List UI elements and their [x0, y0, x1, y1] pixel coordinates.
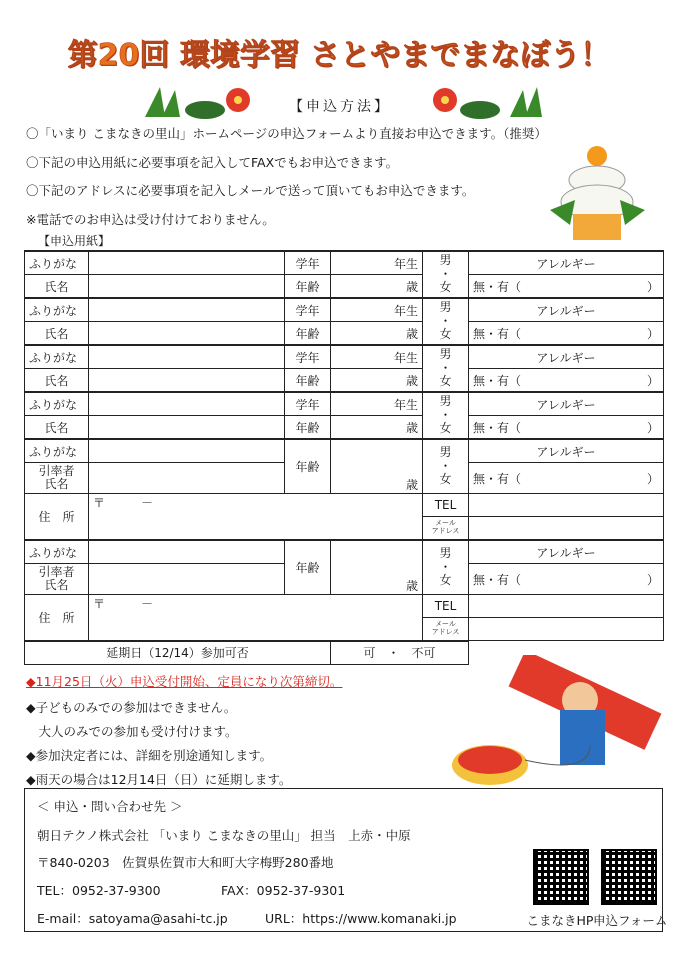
allergy-field[interactable]: 無・有（ ）: [469, 564, 664, 595]
age-field[interactable]: 歳: [331, 275, 423, 299]
page-title: 第20回 環境学習 さとやまでまなぼう！: [67, 38, 611, 73]
furigana-field[interactable]: [89, 540, 285, 564]
kagami-mochi-icon: [545, 140, 650, 245]
address-field[interactable]: 〒 －: [89, 595, 423, 641]
sex-selector[interactable]: 男 ・ 女: [423, 439, 469, 494]
furigana-label: ふりがな: [25, 345, 89, 369]
allergy-label: アレルギー: [469, 298, 664, 322]
grade-field[interactable]: 年生: [331, 345, 423, 369]
note-line: 大人のみでの参加も受け付けます。: [26, 724, 238, 739]
application-method-heading: 【申込方法】: [289, 99, 391, 115]
sex-selector[interactable]: 男 ・ 女: [423, 298, 469, 345]
email-label: メール アドレス: [423, 517, 469, 541]
deadline-note: ◆11月25日（火）申込受付開始、定員になり次第締切。: [26, 674, 343, 689]
furigana-label: ふりがな: [25, 392, 89, 416]
furigana-label: ふりがな: [25, 439, 89, 463]
postpone-choice[interactable]: 可 ・ 不可: [331, 641, 469, 665]
age-label: 年齢: [285, 540, 331, 595]
qr-caption-form: 申込フォーム: [593, 913, 668, 928]
postpone-label: 延期日（12/14）参加可否: [25, 641, 331, 665]
allergy-label: アレルギー: [469, 392, 664, 416]
email-label: メール アドレス: [423, 618, 469, 641]
method-line: 〇下記のアドレスに必要事項を記入しメールで送って頂いてもお申込できます。: [26, 183, 475, 198]
allergy-field[interactable]: 無・有（ ）: [469, 416, 664, 440]
guardian-name-field[interactable]: [89, 463, 285, 494]
allergy-field[interactable]: 無・有（ ）: [469, 275, 664, 299]
email-field[interactable]: [469, 517, 664, 541]
contact-heading: ＜ 申込・問い合わせ先 ＞: [37, 799, 183, 814]
sex-selector[interactable]: 男 ・ 女: [423, 345, 469, 392]
address-field[interactable]: 〒 －: [89, 494, 423, 541]
age-label: 年齢: [285, 369, 331, 393]
age-field[interactable]: 歳: [331, 416, 423, 440]
method-line: ※電話でのお申込は受け付けておりません。: [26, 212, 275, 227]
grade-label: 学年: [285, 392, 331, 416]
name-label: 氏名: [25, 416, 89, 440]
age-field[interactable]: 歳: [331, 540, 423, 595]
tel-label: TEL: [423, 494, 469, 517]
contact-box: [24, 788, 668, 932]
age-label: 年齢: [285, 416, 331, 440]
note-line: ◆参加決定者には、詳細を別途通知します。: [26, 748, 273, 763]
contact-url[interactable]: URL：https://www.komanaki.jp: [265, 911, 457, 926]
furigana-field[interactable]: [89, 345, 285, 369]
name-field[interactable]: [89, 416, 285, 440]
contact-fax: FAX：0952-37-9301: [221, 883, 346, 898]
grade-label: 学年: [285, 345, 331, 369]
furigana-field[interactable]: [89, 298, 285, 322]
guardian-name-field[interactable]: [89, 564, 285, 595]
furigana-label: ふりがな: [25, 298, 89, 322]
qr-code-homepage-icon[interactable]: [533, 849, 589, 905]
name-field[interactable]: [89, 369, 285, 393]
age-label: 年齢: [285, 275, 331, 299]
furigana-label: ふりがな: [25, 540, 89, 564]
contact-tel: TEL：0952-37-9300: [37, 883, 161, 898]
name-label: 氏名: [25, 275, 89, 299]
method-line: 〇下記の申込用紙に必要事項を記入してFAXでもお申込できます。: [26, 155, 399, 170]
tel-field[interactable]: [469, 595, 664, 618]
age-field[interactable]: 歳: [331, 439, 423, 494]
guardian-name-label: 引率者 氏名: [25, 564, 89, 595]
name-field[interactable]: [89, 275, 285, 299]
sex-selector[interactable]: 男 ・ 女: [423, 392, 469, 439]
guardian-name-label: 引率者 氏名: [25, 463, 89, 494]
note-line: ◆子どものみでの参加はできません。: [26, 700, 237, 715]
furigana-field[interactable]: [89, 392, 285, 416]
sex-selector[interactable]: 男 ・ 女: [423, 540, 469, 595]
allergy-field[interactable]: 無・有（ ）: [469, 463, 664, 494]
grade-label: 学年: [285, 251, 331, 275]
furigana-label: ふりがな: [25, 251, 89, 275]
allergy-label: アレルギー: [469, 540, 664, 564]
email-field[interactable]: [469, 618, 664, 641]
sex-selector[interactable]: 男 ・ 女: [423, 251, 469, 298]
allergy-label: アレルギー: [469, 251, 664, 275]
grade-field[interactable]: 年生: [331, 298, 423, 322]
contact-address: 〒840-0203 佐賀県佐賀市大和町大字梅野280番地: [37, 855, 334, 870]
tel-field[interactable]: [469, 494, 664, 517]
grade-field[interactable]: 年生: [331, 392, 423, 416]
form-label: 【申込用紙】: [38, 234, 111, 248]
qr-caption-homepage: こまなきHP: [526, 913, 594, 928]
tel-label: TEL: [423, 595, 469, 618]
allergy-field[interactable]: 無・有（ ）: [469, 322, 664, 346]
method-line: 〇「いまり こまなきの里山」ホームページの申込フォームより直接お申込できます。（推奨）: [26, 126, 547, 141]
age-field[interactable]: 歳: [331, 369, 423, 393]
age-label: 年齢: [285, 322, 331, 346]
age-field[interactable]: 歳: [331, 322, 423, 346]
address-label: 住 所: [25, 494, 89, 541]
note-line: ◆雨天の場合は12月14日（日）に延期します。: [26, 772, 292, 787]
allergy-label: アレルギー: [469, 439, 664, 463]
furigana-field[interactable]: [89, 251, 285, 275]
contact-email[interactable]: E-mail：satoyama@asahi-tc.jp: [37, 911, 228, 926]
qr-code-form-icon[interactable]: [601, 849, 657, 905]
allergy-field[interactable]: 無・有（ ）: [469, 369, 664, 393]
name-label: 氏名: [25, 322, 89, 346]
allergy-label: アレルギー: [469, 345, 664, 369]
name-label: 氏名: [25, 369, 89, 393]
furigana-field[interactable]: [89, 439, 285, 463]
grade-field[interactable]: 年生: [331, 251, 423, 275]
application-form-table: [24, 250, 664, 665]
age-label: 年齢: [285, 439, 331, 494]
contact-company: 朝日テクノ株式会社 「いまり こまなきの里山」 担当 上赤・中原: [37, 828, 411, 843]
name-field[interactable]: [89, 322, 285, 346]
pine-decoration-right-icon: [425, 82, 545, 122]
grade-label: 学年: [285, 298, 331, 322]
kite-and-top-icon: [450, 655, 665, 790]
address-label: 住 所: [25, 595, 89, 641]
